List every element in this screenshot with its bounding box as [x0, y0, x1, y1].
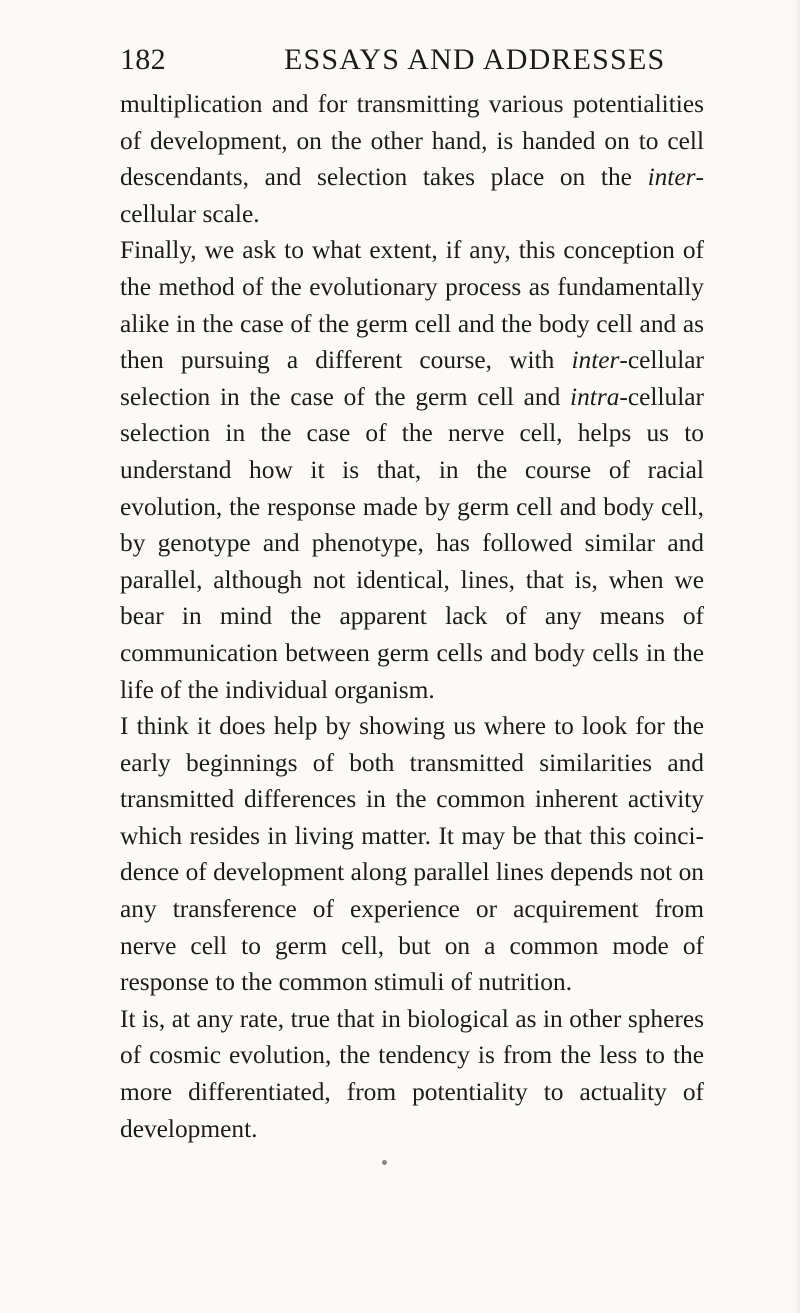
paragraph-1-text-b: -cellular scale. [120, 163, 704, 228]
paragraph-1-emphasis-inter: inter [647, 163, 696, 192]
page-edge-shadow [794, 0, 800, 1313]
paragraph-3 [120, 708, 704, 1001]
running-title: ESSAYS AND ADDRESSES [284, 43, 666, 76]
page-number: 182 [120, 43, 166, 76]
paragraph-2 [120, 232, 704, 708]
paragraph-2-text-b: -cellular selection in the case of the germ cell and [120, 346, 704, 411]
paragraph-1 [120, 86, 704, 232]
paragraph-2-text-c: -cellular selection in the case of the nerve cell, helps us to understand how it is that, in the course of racial evolution, the response made by germ cell and body cell, by genotype and phenotype, has followed similar and parallel, although not identical, lines, that is, when we bear in mind the apparent lack of any means of communication between germ cells and body cells in the life of the individual organism. [120, 382, 704, 704]
paragraph-4-text: It is, at any rate, true that in biological as in other spheres of cosmic evolution, the tendency is from the less to the more differentiated, from potentiality to actuality of development. [120, 1004, 704, 1143]
paragraph-4 [120, 1001, 704, 1147]
paragraph-1-text-a: multiplication and for transmitting various potentialities of development, on the other hand, is handed on to cell descendants, and selection takes place on the [120, 90, 704, 192]
ink-speck [382, 1160, 387, 1165]
paragraph-3-text: I think it does help by showing us where to look for the early beginnings of both transmitted similarities and transmitted differences in the common inherent activity which resides in living matter. It may be that this coinci-dence of development along parallel lines depends not on any transference of experience or acquirement from nerve cell to germ cell, but on a common mode of response to the common stimuli of nutrition. [120, 712, 704, 997]
paragraph-2-emphasis-inter: inter [571, 346, 620, 375]
running-head [120, 38, 704, 82]
paragraph-2-text-a: Finally, we ask to what extent, if any, this conception of the method of the evolutionary process as fundamentally alike in the case of the germ cell and the body cell and as then pursuing a different course, with [120, 236, 704, 375]
paragraph-2-emphasis-intra: intra [570, 382, 620, 411]
body-text [120, 86, 704, 1147]
